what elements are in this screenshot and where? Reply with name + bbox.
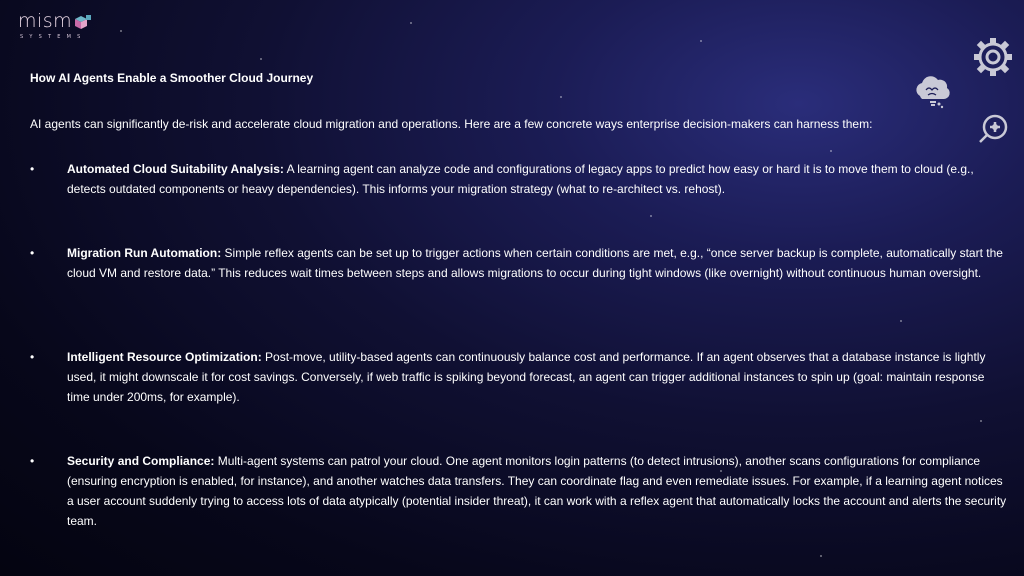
bullet-marker: • [30,246,35,260]
gear-icon [972,36,1014,78]
magnifier-icon [975,110,1013,148]
bullet-body: Multi-agent systems can patrol your cloud. One agent monitors login patterns (to detect intrusions), another scans configurations for compliance (ensuring encryption is enabled, for instance), and another watches data transfers. They can coordinate flag and even remediate issues. For example, if a learning agent notices a user account suddenly trying to access lots of data atypically (potential insider threat), it can work with a reflex agent that automatically locks the account and alerts the security team. [67,454,1007,528]
intro-paragraph: AI agents can significantly de-risk and accelerate cloud migration and operations. Here are a few concrete ways enterprise decision-makers can harness them: [30,117,873,131]
bullet-lead: Migration Run Automation: [67,246,222,260]
bullet-marker: • [30,454,35,468]
brand-logo [18,10,98,44]
brand-tagline: SYSTEMS [20,34,87,40]
bullet-lead: Intelligent Resource Optimization: [67,350,262,364]
page-title: How AI Agents Enable a Smoother Cloud Journey [30,71,314,85]
bullet-lead: Automated Cloud Suitability Analysis: [67,162,284,176]
list-item [30,243,1010,283]
bullet-lead: Security and Compliance: [67,454,215,468]
bullet-body: Post-move, utility-based agents can continuously balance cost and performance. If an agent observes that a database instance is lightly used, it might downscale it for cost savings. Conversely, if web traffic is spiking beyond forecast, an agent can trigger additional instances to spin up (goal: maintain response time under 200ms, for example). [67,350,986,404]
list-item [30,347,1010,407]
list-item [30,159,1010,199]
bullet-body: Simple reflex agents can be set up to trigger actions when certain conditions are met, e.g., “once server backup is complete, automatically start the cloud VM and restore data.” This reduces wait times between steps and allows migrations to occur during tight windows (like overnight) without continuous human oversight. [67,246,1003,280]
bullet-marker: • [30,162,35,176]
logo-cube-icon [74,15,92,31]
brain-cloud-icon [912,72,952,112]
bullet-marker: • [30,350,35,364]
brand-name: mism [18,10,73,32]
list-item [30,451,1010,531]
bullet-body: A learning agent can analyze code and configurations of legacy apps to predict how easy or hard it is to move them to cloud (e.g., detects outdated components or heavy dependencies). This informs your migration strategy (what to re-architect vs. rehost). [67,162,974,196]
